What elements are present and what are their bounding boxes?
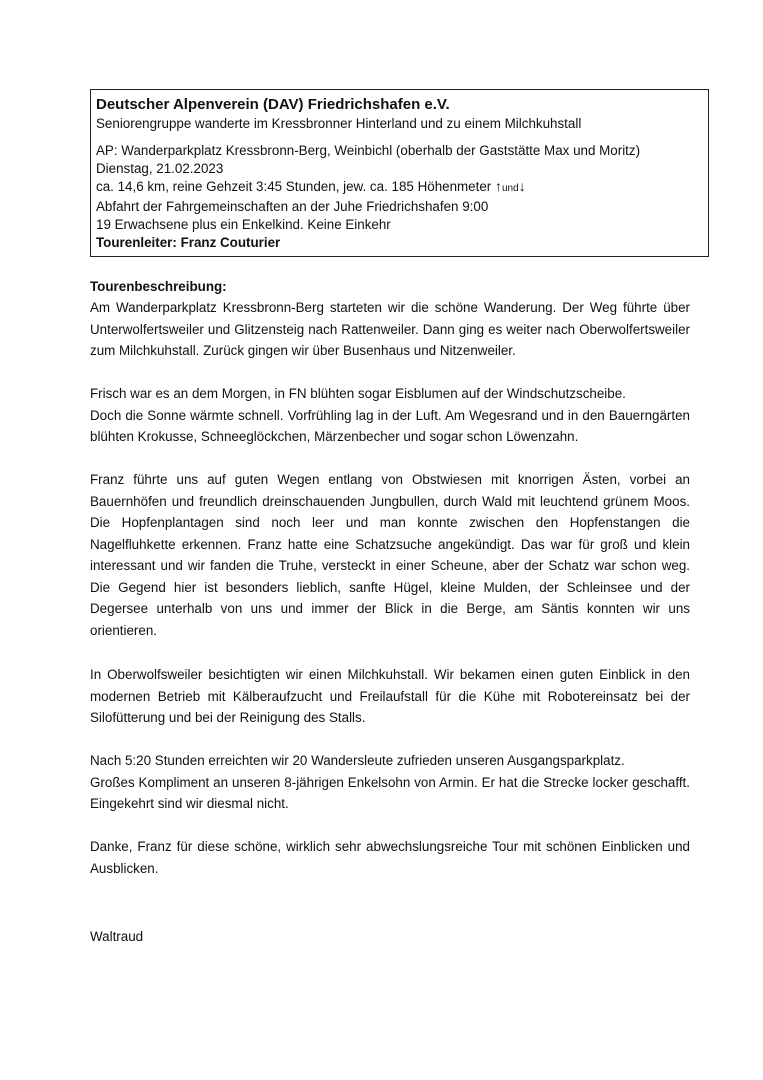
signature: Waltraud — [90, 929, 144, 944]
tour-info-box — [90, 89, 709, 257]
tour-date: Dienstag, 21.02.2023 — [96, 161, 224, 176]
description-heading: Tourenbeschreibung: — [90, 279, 227, 294]
paragraph-text: Großes Kompliment an unseren 8-jährigen Enkelsohn von Armin. Er hat die Strecke locker geschafft. Eingekehrt sind wir diesmal nicht. — [90, 774, 690, 811]
paragraph-text: Nach 5:20 Stunden erreichten wir 20 Wandersleute zufrieden unseren Ausgangsparkplatz. — [90, 753, 625, 768]
paragraph-text: Am Wanderparkplatz Kressbronn-Berg starteten wir die schöne Wanderung. Der Weg führte über Unterwolfertsweiler und Glitzensteig nach Rattenweiler. Dann ging es weiter nach Oberwolfertsweiler zum Milchkuhstall. Zurück gingen wir über Busenhaus und Nitzenweiler. — [90, 300, 690, 358]
und-label: und — [502, 183, 519, 194]
paragraph-text: In Oberwolfsweiler besichtigten wir einen Milchkuhstall. Wir bekamen einen guten Einblick in den modernen Betrieb mit Kälberaufzucht und Freilaufstall für die Kühe mit Robotereinsatz bei der Silofütterung und bei der Reinigung des Stalls. — [90, 667, 690, 725]
tour-subtitle: Seniorengruppe wanderte im Kressbronner Hinterland und zu einem Milchkuhstall — [96, 116, 582, 131]
arrow-down-icon: ↓ — [518, 178, 526, 194]
paragraph-thanks — [90, 836, 690, 879]
club-title: Deutscher Alpenverein (DAV) Friedrichshafen e.V. — [96, 96, 450, 113]
paragraph-text: Frisch war es an dem Morgen, in FN blühten sogar Eisblumen auf der Windschutzscheibe. — [90, 386, 626, 401]
tour-distance: ca. 14,6 km, reine Gehzeit 3:45 Stunden, jew. ca. 185 Höhenmeter — [96, 179, 492, 194]
start-point: AP: Wanderparkplatz Kressbronn-Berg, Weinbichl (oberhalb der Gaststätte Max und Moritz) — [96, 143, 641, 158]
paragraph-morning — [90, 383, 690, 448]
paragraph-route — [90, 297, 690, 362]
departure-info: Abfahrt der Fahrgemeinschaften an der Juhe Friedrichshafen 9:00 — [96, 199, 489, 214]
paragraph-stable — [90, 664, 690, 729]
tour-distance-line — [96, 178, 703, 198]
paragraph-text: Franz führte uns auf guten Wegen entlang von Obstwiesen mit knorrigen Ästen, vorbei an Bauernhöfen und freundlich dreinschauenden Jungbullen, durch Wald mit leuchtend grünem Moos. Die Hopfenplantagen sind noch leer und man konnte zwischen den Hopfenstangen die Nagelfluhkette erkennen. Franz hatte eine Schatzsuche angekündigt. Das war für groß und klein interessant und wir fanden die Truhe, versteckt in einer Scheune, aber der Schatz war schon weg. Die Gegend hier ist besonders lieblich, sanfte Hügel, kleine Mulden, der Schleinsee und der Degersee unterhalb von uns und immer der Blick in die Berge, am Säntis konnten wir uns orientieren. — [90, 472, 690, 638]
paragraph-walk — [90, 469, 690, 641]
participants-info: 19 Erwachsene plus ein Enkelkind. Keine Einkehr — [96, 217, 391, 232]
paragraph-text: Danke, Franz für diese schöne, wirklich sehr abwechslungsreiche Tour mit schönen Einblicken und Ausblicken. — [90, 839, 690, 876]
arrow-up-icon: ↑ — [495, 178, 502, 194]
tour-leader: Tourenleiter: Franz Couturier — [96, 235, 281, 250]
paragraph-text: Doch die Sonne wärmte schnell. Vorfrühling lag in der Luft. Am Wegesrand und in den Bauerngärten blühten Krokusse, Schneeglöckchen, Märzenbecher und sogar schon Löwenzahn. — [90, 407, 690, 444]
paragraph-return — [90, 750, 690, 815]
